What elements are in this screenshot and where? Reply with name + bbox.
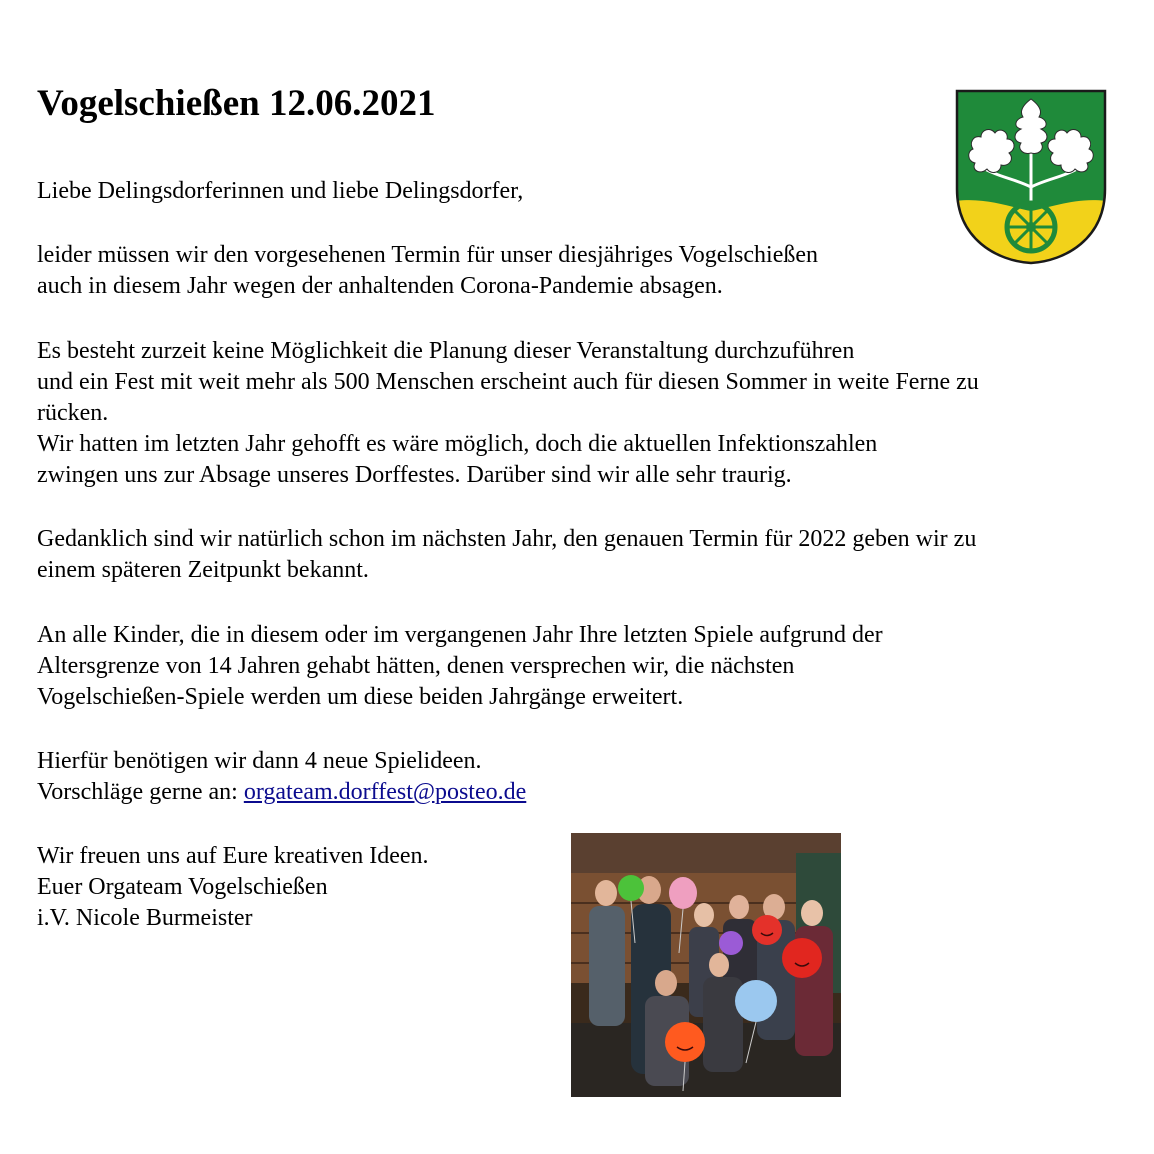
email-link[interactable]: orgateam.dorffest@posteo.de	[243, 779, 527, 805]
text-line: rücken.	[37, 400, 109, 426]
text-line: Hierfür benötigen wir dann 4 neue Spielideen.	[37, 748, 482, 774]
greeting	[37, 176, 1127, 207]
paragraph-cancellation	[37, 240, 1127, 302]
page-title: Vogelschießen 12.06.2021	[37, 83, 436, 124]
suggestion-label: Vorschläge gerne an:	[37, 779, 244, 805]
closing-line: Euer Orgateam Vogelschießen	[37, 874, 328, 900]
text-line: leider müssen wir den vorgesehenen Termin für unser diesjähriges Vogelschießen	[37, 242, 819, 268]
text-line: Vogelschießen-Spiele werden um diese beiden Jahrgänge erweitert.	[37, 684, 684, 710]
text-line: Gedanklich sind wir natürlich schon im nächsten Jahr, den genauen Termin für 2022 geben wir zu	[37, 526, 977, 552]
text-line: einem späteren Zeitpunkt bekannt.	[37, 557, 369, 583]
text-line: An alle Kinder, die in diesem oder im vergangenen Jahr Ihre letzten Spiele aufgrund der	[37, 622, 883, 648]
paragraph-ideas	[37, 746, 1127, 808]
text-line: Es besteht zurzeit keine Möglichkeit die Planung dieser Veranstaltung durchzuführen	[37, 338, 855, 364]
paragraph-next-year	[37, 524, 1127, 586]
text-line: zwingen uns zur Absage unseres Dorffestes. Darüber sind wir alle sehr traurig.	[37, 462, 792, 488]
text-line: Wir hatten im letzten Jahr gehofft es wäre möglich, doch die aktuellen Infektionszahlen	[37, 431, 878, 457]
closing-line: Wir freuen uns auf Eure kreativen Ideen.	[37, 843, 429, 869]
suggestion-line	[37, 777, 1127, 808]
text-line: auch in diesem Jahr wegen der anhaltenden Corona-Pandemie absagen.	[37, 273, 723, 299]
group-photo	[571, 833, 841, 1097]
text-line: und ein Fest mit weit mehr als 500 Menschen erscheint auch für diesen Sommer in weite Ferne zu	[37, 369, 979, 395]
paragraph-reason	[37, 336, 1127, 491]
signature-line: i.V. Nicole Burmeister	[37, 905, 253, 931]
paragraph-kids	[37, 620, 1127, 713]
text-line: Altersgrenze von 14 Jahren gehabt hätten, denen versprechen wir, die nächsten	[37, 653, 795, 679]
greeting-line: Liebe Delingsdorferinnen und liebe Delingsdorfer,	[37, 178, 524, 204]
